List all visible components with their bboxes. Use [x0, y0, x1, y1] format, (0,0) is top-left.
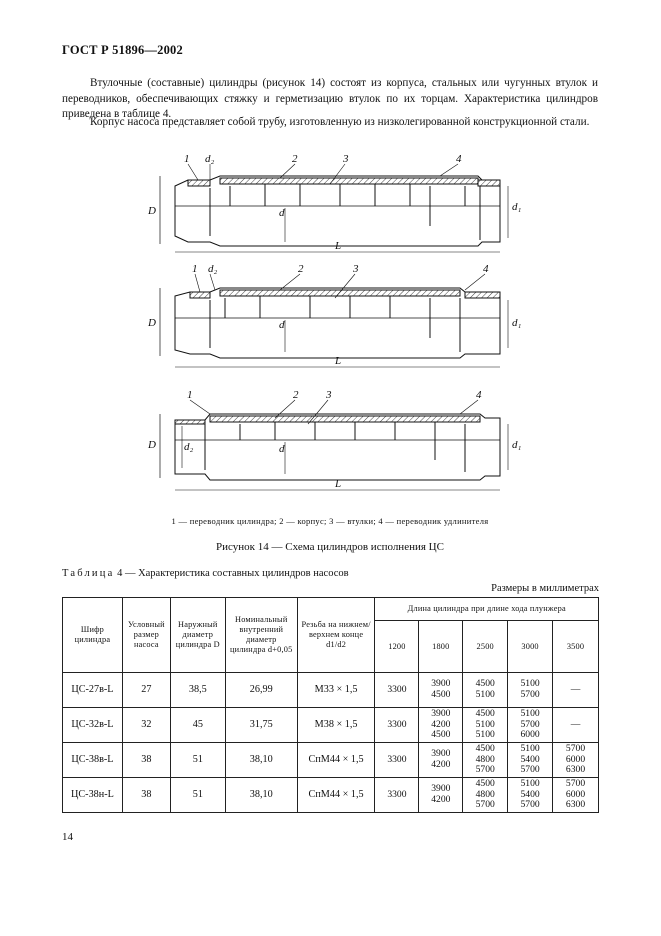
cell-l3500 [553, 743, 599, 778]
cylinder-drawing-1 [160, 164, 508, 252]
cell-size: 38 [122, 778, 170, 813]
figure-caption: Рисунок 14 — Схема цилиндров исполнения ЦС [216, 541, 444, 553]
fig3-label-4: 4 [476, 389, 482, 401]
header-stroke-3000: 3000 [508, 621, 553, 673]
fig1-label-d: d [279, 207, 285, 219]
cell-value: 3300 [387, 718, 407, 730]
cylinder-drawing-2 [160, 274, 508, 367]
cell-thread: М38 × 1,5 [297, 708, 375, 743]
cell-l1200 [375, 673, 419, 708]
cell-value: 4500 [475, 707, 495, 719]
header-inner-diameter: Номинальный внутренний диаметр цилиндра d+0,05 [225, 598, 297, 673]
fig2-label-4: 4 [483, 263, 489, 275]
fig1-label-4: 4 [456, 153, 462, 165]
cell-code: ЦС-38н-L [63, 778, 123, 813]
cell-value: 3900 [431, 707, 451, 719]
table-title-prefix: Таблица [62, 568, 115, 579]
cell-l3000 [508, 778, 553, 813]
cell-value: 5100 [520, 777, 540, 789]
figure-14-drawing [60, 142, 600, 532]
page-number: 14 [62, 831, 73, 843]
fig2-label-1: 1 [192, 263, 198, 275]
table-title-text: 4 — Характеристика составных цилиндров насосов [117, 568, 349, 579]
cell-value: 5700 [520, 764, 540, 776]
cell-l3000 [508, 673, 553, 708]
cell-value: 3900 [431, 678, 451, 690]
table-row [63, 708, 599, 743]
cell-value: 5100 [520, 678, 540, 690]
cell-value: 4500 [431, 689, 451, 700]
fig1-label-1: 1 [184, 153, 190, 165]
fig1-label-d2: d₂ [205, 153, 215, 165]
cell-value: 4500 [475, 678, 495, 690]
cell-value: 3900 [431, 783, 451, 795]
cell-value: 6000 [520, 729, 540, 741]
fig2-label-d: d [279, 319, 285, 331]
fig1-label-2: 2 [292, 153, 298, 165]
cell-value: 3300 [387, 683, 407, 695]
cell-code: ЦС-38в-L [63, 743, 123, 778]
cell-value: 5700 [520, 689, 540, 700]
cell-thread: СпМ44 × 1,5 [297, 778, 375, 813]
table-units: Размеры в миллиметрах [491, 583, 599, 594]
table-row [63, 778, 599, 813]
cell-value: — [570, 718, 581, 730]
cell-value: 5100 [520, 742, 540, 754]
cell-l1800 [419, 673, 463, 708]
cell-l3500 [553, 778, 599, 813]
cell-value: 6300 [565, 764, 586, 776]
cell-value: 5100 [475, 729, 495, 741]
cell-l2500 [463, 778, 508, 813]
cell-l3500 [553, 673, 599, 708]
cell-value: 4500 [475, 777, 495, 789]
fig3-label-d: d [279, 443, 285, 455]
cell-inner: 38,10 [225, 743, 297, 778]
cell-value: 6000 [565, 788, 586, 800]
fig1-label-3: 3 [343, 153, 349, 165]
cell-value: 3900 [431, 748, 451, 760]
cell-value: 4200 [431, 759, 451, 770]
cell-value: 3300 [387, 788, 407, 800]
cell-inner: 31,75 [225, 708, 297, 743]
fig3-label-1: 1 [187, 389, 193, 401]
cell-value: — [570, 683, 581, 695]
cell-outer: 45 [170, 708, 225, 743]
cell-l2500 [463, 673, 508, 708]
cell-l1800 [419, 743, 463, 778]
cell-value: 5700 [475, 799, 495, 811]
document-header: ГОСТ Р 51896—2002 [62, 43, 183, 57]
cell-thread: М33 × 1,5 [297, 673, 375, 708]
cylinders-table [62, 597, 599, 813]
cell-l1200 [375, 708, 419, 743]
cell-value: 4800 [475, 753, 495, 765]
table-row [63, 743, 599, 778]
table-row [63, 673, 599, 708]
fig2-label-d1: d₁ [512, 317, 522, 329]
cell-value: 6000 [565, 753, 586, 765]
cell-l1800 [419, 708, 463, 743]
header-code: Шифр цилиндра [63, 598, 123, 673]
cell-value: 5400 [520, 788, 540, 800]
cell-l3500 [553, 708, 599, 743]
fig3-label-D: D [148, 439, 156, 451]
fig3-label-d1: d₁ [512, 439, 522, 451]
fig2-label-2: 2 [298, 263, 304, 275]
fig3-label-d2: d₂ [184, 441, 194, 453]
fig3-label-2: 2 [293, 389, 299, 401]
cell-value: 4500 [475, 742, 495, 754]
cell-value: 4200 [431, 718, 451, 730]
fig2-label-d2: d₂ [208, 263, 218, 275]
cell-value: 5700 [520, 718, 540, 730]
cell-l1800 [419, 778, 463, 813]
cell-l2500 [463, 743, 508, 778]
cell-value: 4200 [431, 794, 451, 805]
table-title [62, 568, 349, 579]
paragraph-pump-body: Корпус насоса представляет собой трубу, изготовленную из низколегированной конструкционной стали. [90, 116, 590, 128]
fig1-label-D: D [148, 205, 156, 217]
header-stroke-3500: 3500 [553, 621, 599, 673]
paragraph-cylinders: Втулочные (составные) цилиндры (рисунок 14) состоят из корпуса, стальных или чугунных втулок и переводников, обеспечивающих стяжку и герметизацию втулок по их торцам. Характеристика цилиндров приведена в таблице 4. [62, 77, 598, 121]
header-thread: Резьба на нижнем/верхнем конце d1/d2 [297, 598, 375, 673]
cell-value: 5100 [475, 718, 495, 730]
fig2-label-L: L [335, 355, 342, 367]
cell-value: 3300 [387, 753, 407, 765]
cell-code: ЦС-32в-L [63, 708, 123, 743]
cell-value: 4800 [475, 788, 495, 800]
cell-outer: 51 [170, 743, 225, 778]
cell-inner: 38,10 [225, 778, 297, 813]
header-length-group: Длина цилиндра при длине хода плунжера [375, 598, 599, 621]
fig1-label-d1: d₁ [512, 201, 522, 213]
cell-outer: 38,5 [170, 673, 225, 708]
cell-value: 5100 [475, 689, 495, 700]
cell-value: 5700 [565, 742, 586, 754]
fig2-label-D: D [148, 317, 156, 329]
cell-size: 32 [122, 708, 170, 743]
fig2-label-3: 3 [353, 263, 359, 275]
fig3-label-L: L [335, 478, 342, 490]
cylinder-drawing-3 [160, 400, 508, 490]
cell-value: 5100 [520, 707, 540, 719]
cell-size: 38 [122, 743, 170, 778]
cell-size: 27 [122, 673, 170, 708]
cell-l1200 [375, 778, 419, 813]
cell-code: ЦС-27в-L [63, 673, 123, 708]
fig3-label-3: 3 [326, 389, 332, 401]
header-outer-diameter: Наружный диаметр цилиндра D [170, 598, 225, 673]
figure-legend: 1 — переводник цилиндра; 2 — корпус; 3 — втулки; 4 — переводник удлинителя [171, 516, 489, 526]
cell-value: 4500 [431, 729, 451, 741]
cell-value: 6300 [565, 799, 586, 811]
cell-thread: СпМ44 × 1,5 [297, 743, 375, 778]
fig1-label-L: L [335, 240, 342, 252]
cell-l1200 [375, 743, 419, 778]
cell-outer: 51 [170, 778, 225, 813]
cell-value: 5700 [475, 764, 495, 776]
cell-value: 5400 [520, 753, 540, 765]
cell-l2500 [463, 708, 508, 743]
cell-l3000 [508, 708, 553, 743]
header-size: Условный размер насоса [122, 598, 170, 673]
header-stroke-1800: 1800 [419, 621, 463, 673]
header-stroke-2500: 2500 [463, 621, 508, 673]
cell-value: 5700 [565, 777, 586, 789]
cell-value: 5700 [520, 799, 540, 811]
header-stroke-1200: 1200 [375, 621, 419, 673]
cell-l3000 [508, 743, 553, 778]
cell-inner: 26,99 [225, 673, 297, 708]
